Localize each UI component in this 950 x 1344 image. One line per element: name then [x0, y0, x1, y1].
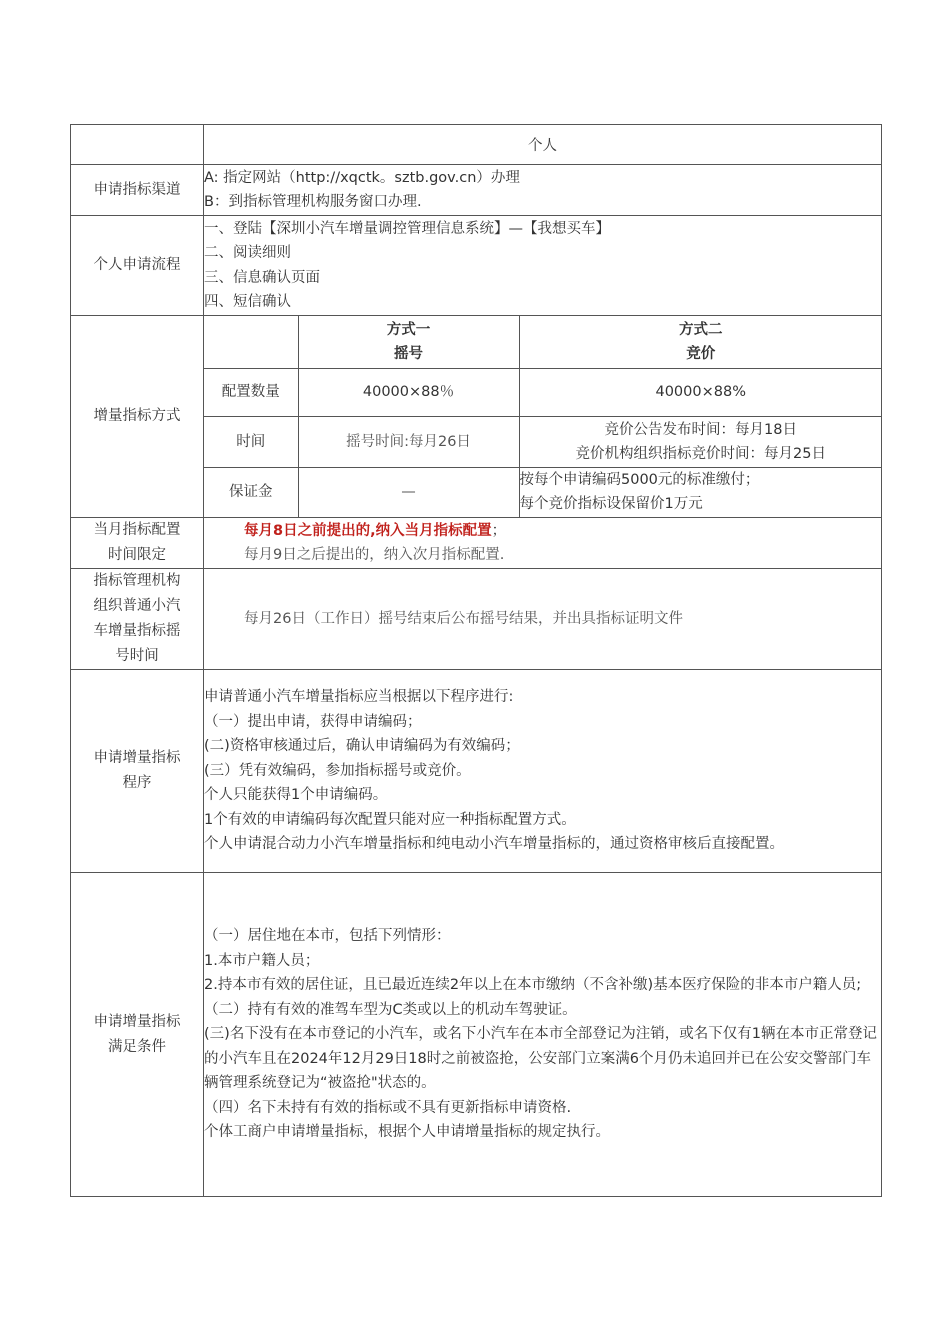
time-b-line-1: 竞价公告发布时间：每月18日	[604, 421, 797, 438]
conditions-line-7: 个体工商户申请增量指标，根据个人申请增量指标的规定执行。	[204, 1124, 610, 1141]
time-a: 摇号时间:每月26日	[298, 416, 519, 467]
label-lottery-line-2: 组织普通小汽	[93, 598, 181, 614]
process-step-3: 三、信息确认页面	[204, 269, 320, 286]
procedure-line-5: 个人只能获得1个申请编码。	[204, 787, 388, 804]
process-content	[204, 216, 882, 316]
procedure-line-6: 1个有效的申请编码每次配置只能对应一种指标配置方式。	[204, 811, 576, 828]
label-process: 个人申请流程	[71, 216, 204, 316]
procedure-line-2: （一）提出申请，获得申请编码；	[204, 713, 422, 730]
method-quota-row	[204, 368, 882, 416]
row-process	[71, 216, 882, 316]
time-b-line-2: 竞价机构组织指标竞价时间：每月25日	[575, 445, 826, 462]
deposit-a: —	[298, 467, 519, 517]
conditions-line-5: (三)名下没有在本市登记的小汽车，或名下小汽车在本市全部登记为注销，或名下仅有1辆在本市正常登记的小汽车且在2024年12月29日18时之前被盗抢，公安部门立案满6个月仍未追回并已在公安交警部门车辆管理系统登记为“被盗抢"状态的。	[204, 1026, 878, 1092]
method-content	[204, 316, 882, 518]
deposit-label: 保证金	[204, 467, 298, 517]
method-a-title: 方式一	[386, 321, 431, 338]
label-channel: 申请指标渠道	[71, 165, 204, 216]
method-b-title: 方式二	[679, 321, 723, 338]
label-month-limit	[71, 518, 204, 569]
conditions-content	[204, 873, 882, 1197]
label-conditions-line-2: 满足条件	[108, 1038, 166, 1055]
policy-table	[70, 124, 882, 1197]
header-individual: 个人	[204, 125, 882, 165]
lottery-time-content: 每月26日（工作日）摇号结束后公布摇号结果，并出具指标证明文件	[204, 569, 882, 670]
row-channel	[71, 165, 882, 216]
quota-a: 40000×88％	[298, 368, 519, 416]
row-conditions	[71, 873, 882, 1197]
header-empty-cell	[71, 125, 204, 165]
method-header-empty	[204, 316, 298, 368]
label-month-limit-line-2: 时间限定	[108, 547, 166, 563]
label-lottery-time	[71, 569, 204, 670]
method-a-header	[298, 316, 519, 368]
time-label: 时间	[204, 416, 298, 467]
row-month-limit	[71, 518, 882, 569]
month-limit-line-1	[244, 519, 881, 544]
month-limit-content	[204, 518, 882, 569]
time-b	[519, 416, 882, 467]
method-a-sub: 摇号	[394, 345, 423, 362]
procedure-line-4: (三）凭有效编码，参加指标摇号或竞价。	[204, 762, 471, 779]
conditions-line-1: （一）居住地在本市，包括下列情形：	[204, 928, 451, 945]
row-procedure	[71, 670, 882, 873]
process-step-2: 二、阅读细则	[204, 245, 291, 261]
conditions-line-3: 2.持本市有效的居住证，且已最近连续2年以上在本市缴纳（不含补缴)基本医疗保险的非本市户籍人员;	[204, 977, 862, 994]
conditions-line-2: 1.本市户籍人员；	[204, 952, 320, 969]
process-step-1: 一、登陆【深圳小汽车增量调控管理信息系统】—【我想买车】	[204, 220, 610, 237]
month-limit-highlight: 每月8日之前提出的,纳入当月指标配置	[244, 522, 492, 539]
label-conditions-line-1: 申请增量指标	[93, 1013, 181, 1030]
deposit-b-line-2: 每个竞价指标设保留价1万元	[519, 496, 703, 513]
row-method	[71, 316, 882, 518]
procedure-content	[204, 670, 882, 873]
method-b-sub: 竞价	[686, 345, 716, 362]
label-conditions	[71, 873, 204, 1197]
label-method: 增量指标方式	[71, 316, 204, 518]
label-lottery-line-4: 号时间	[115, 648, 159, 664]
month-limit-line-2: 每月9日之后提出的，纳入次月指标配置.	[244, 547, 505, 563]
channel-line-b: B：到指标管理机构服务窗口办理.	[204, 194, 422, 210]
procedure-line-7: 个人申请混合动力小汽车增量指标和纯电动小汽车增量指标的，通过资格审核后直接配置。	[204, 836, 784, 853]
method-table	[204, 316, 882, 517]
label-lottery-line-1: 指标管理机构	[93, 573, 181, 589]
quota-label: 配置数量	[204, 368, 298, 416]
procedure-line-1: 申请普通小汽车增量指标应当根据以下程序进行:	[204, 689, 514, 706]
process-step-4: 四、短信确认	[204, 294, 291, 310]
month-limit-line-1-tail: ；	[491, 522, 507, 539]
channel-line-a: A: 指定网站（http://xqctk。sztb.gov.cn）办理	[204, 169, 520, 186]
procedure-line-3: (二)资格审核通过后，确认申请编码为有效编码；	[204, 738, 520, 755]
header-row	[71, 125, 882, 165]
deposit-b-line-1: 按每个申请编码5000元的标准缴付；	[519, 472, 760, 489]
label-month-limit-line-1: 当月指标配置	[93, 522, 181, 538]
label-procedure-line-1: 申请增量指标	[93, 750, 181, 766]
method-deposit-row	[204, 467, 882, 517]
label-procedure	[71, 670, 204, 873]
label-procedure-line-2: 程序	[122, 775, 152, 791]
method-header-row	[204, 316, 882, 368]
quota-b: 40000×88%	[519, 368, 882, 416]
method-time-row	[204, 416, 882, 467]
deposit-b	[519, 467, 882, 517]
channel-content	[204, 165, 882, 216]
conditions-line-4: （二）持有有效的准驾车型为C类或以上的机动车驾驶证。	[204, 1001, 577, 1018]
row-lottery-time	[71, 569, 882, 670]
method-b-header	[519, 316, 882, 368]
conditions-line-6: （四）名下未持有有效的指标或不具有更新指标申请资格.	[204, 1099, 572, 1116]
label-lottery-line-3: 车增量指标摇	[93, 623, 181, 639]
